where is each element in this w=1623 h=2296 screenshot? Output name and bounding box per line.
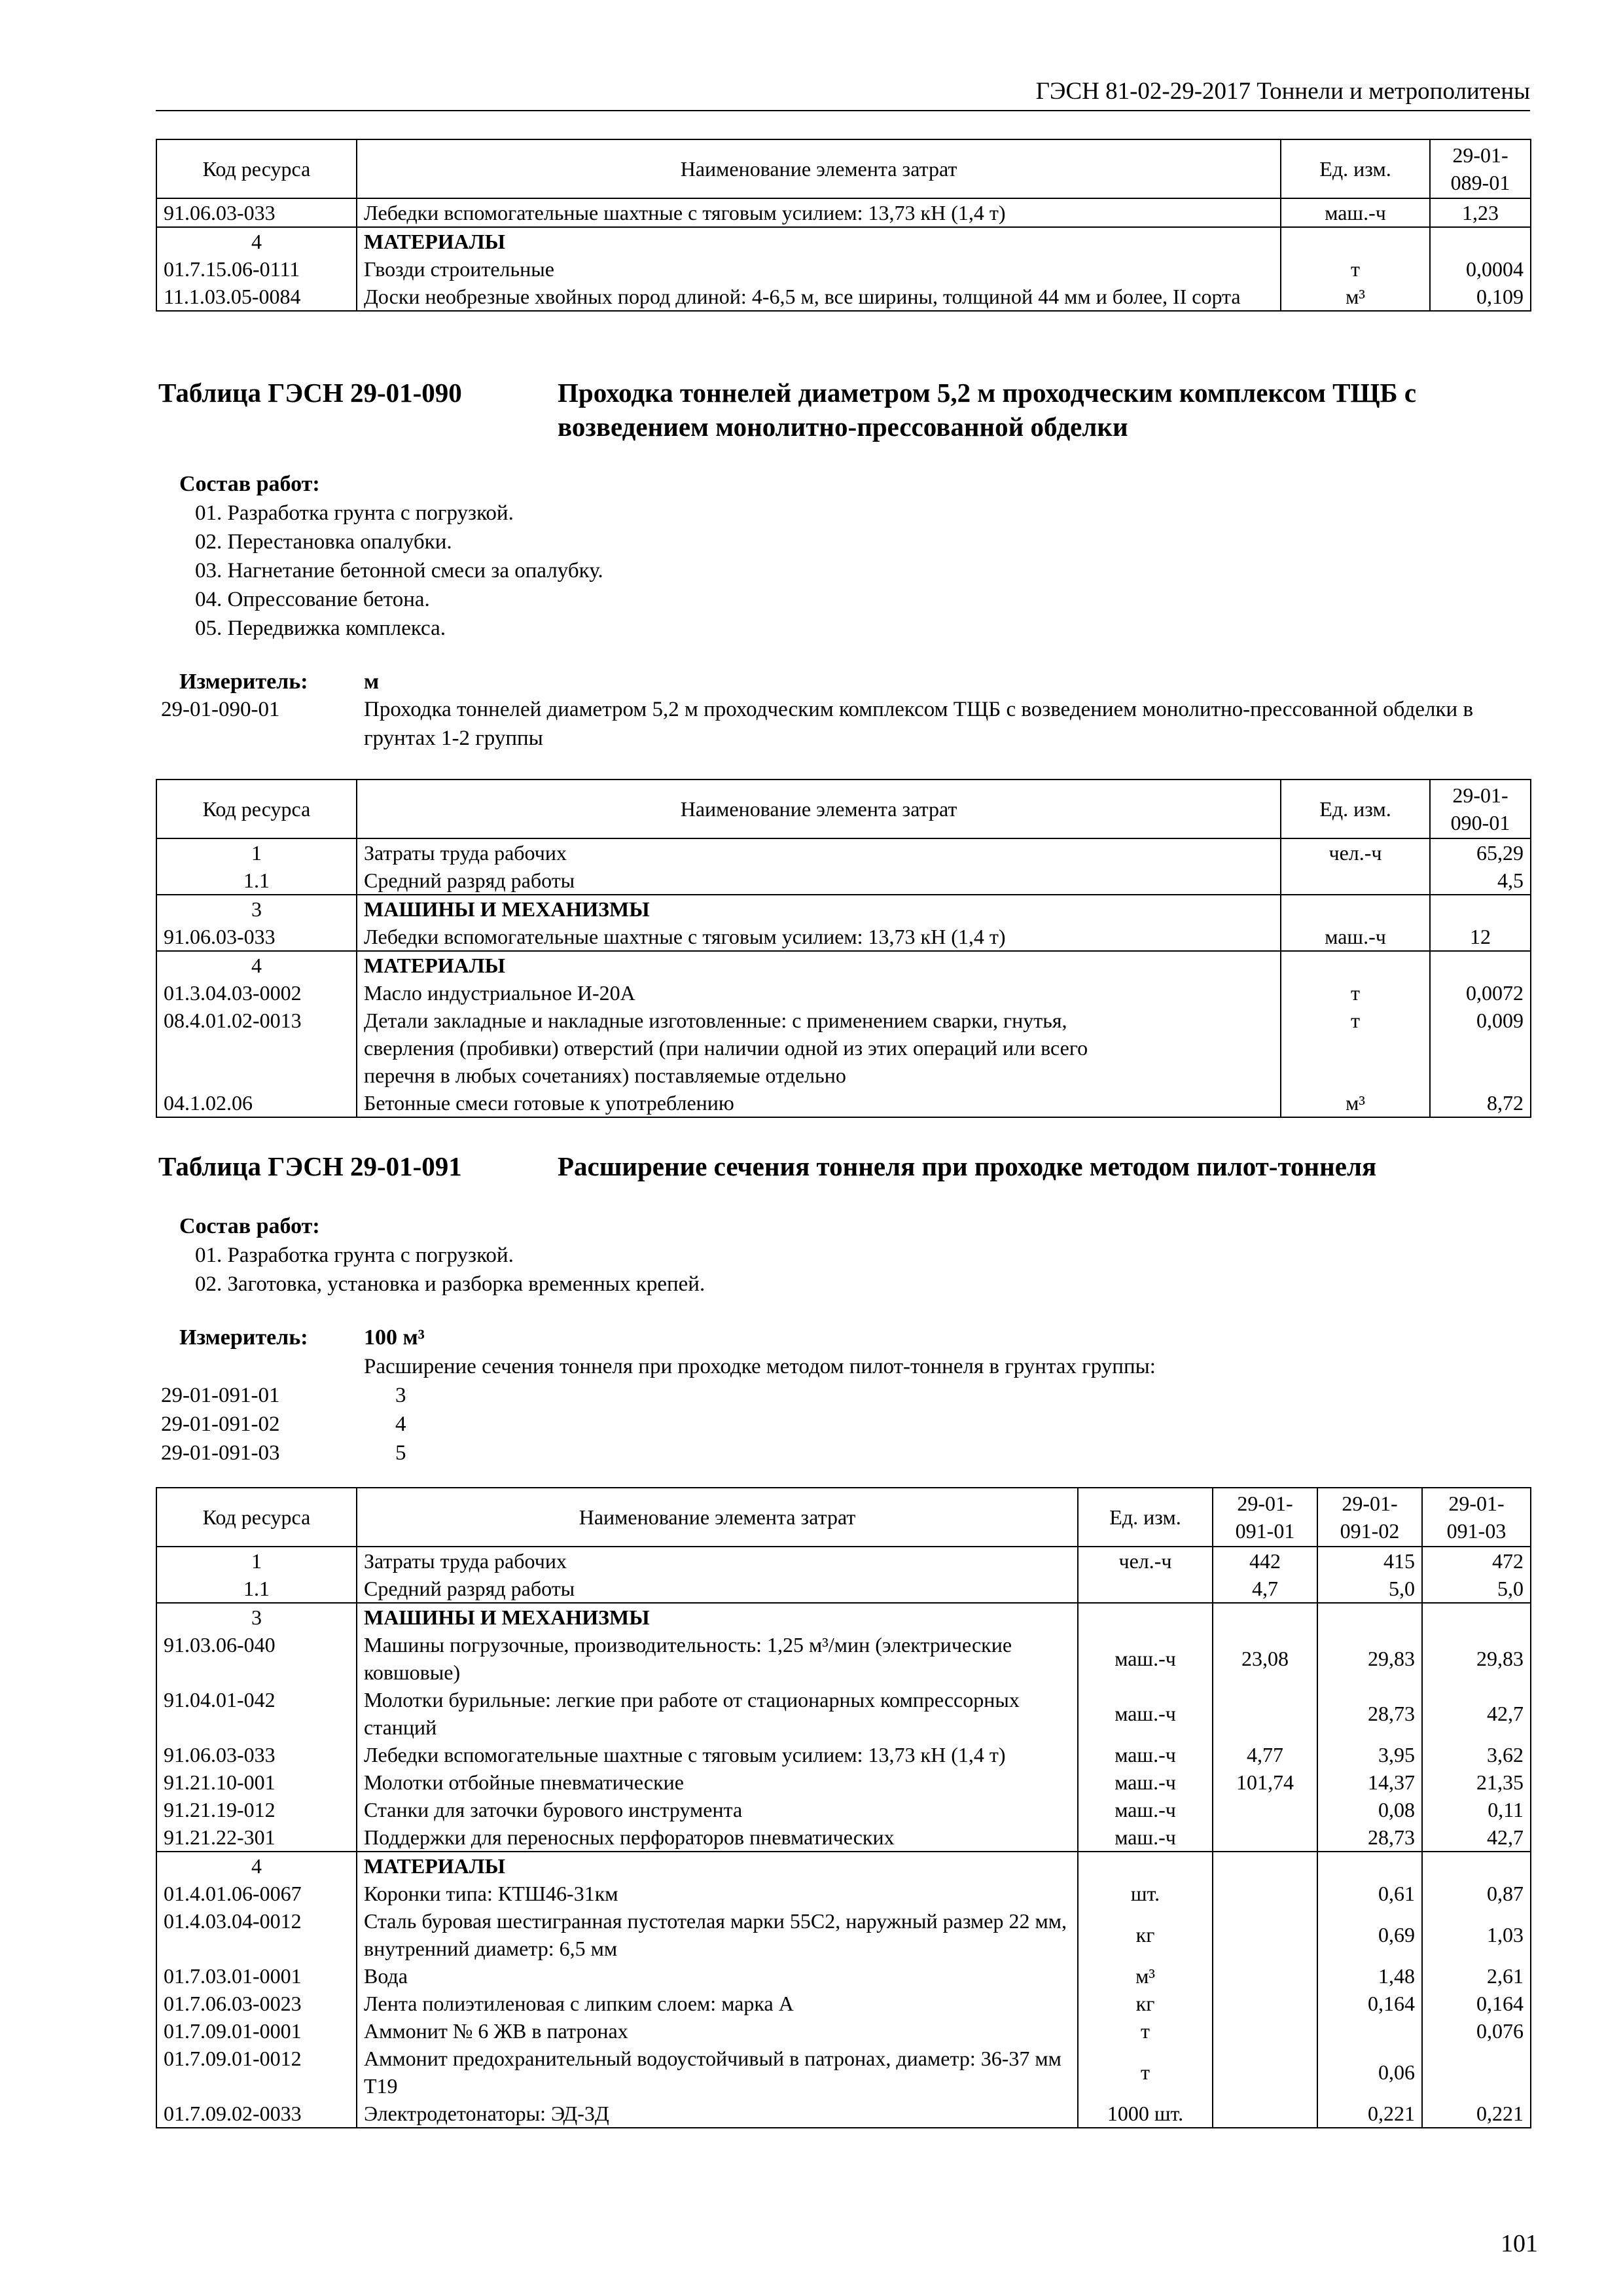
- norm-code: 29-01-091-02: [161, 1412, 280, 1436]
- resource-code: 1: [156, 838, 357, 867]
- resource-code: 91.04.01-042: [156, 1686, 357, 1741]
- resource-unit: [1281, 867, 1430, 895]
- resource-value: 4,77: [1213, 1741, 1317, 1768]
- norm-code: 29-01-090-01: [161, 698, 280, 721]
- resource-value: 0,11: [1422, 1796, 1531, 1823]
- resource-value: 0,87: [1422, 1880, 1531, 1907]
- resource-value: 65,29: [1430, 838, 1531, 867]
- table-title-090: Проходка тоннелей диаметром 5,2 м проходческим комплексом ТЩБ с возведением монолитно-прессованной обделки: [558, 378, 1417, 442]
- resource-table-091: [156, 1487, 1531, 2128]
- table-header-row: [156, 780, 1531, 838]
- resource-name: Детали закладные и накладные изготовленные: с применением сварки, гнутья, сверления (пробивки) отверстий (при наличии одной из этих операций или всего перечня в любых сочетаниях) поставляемые отдельно: [357, 1007, 1281, 1089]
- resource-name: Электродетонаторы: ЭД-3Д: [357, 2100, 1078, 2128]
- resource-code: 01.4.01.06-0067: [156, 1880, 357, 1907]
- resource-value: [1317, 2017, 1422, 2045]
- table-row: [156, 1007, 1531, 1089]
- resource-unit: т: [1281, 979, 1430, 1007]
- resource-unit: 1000 шт.: [1078, 2100, 1213, 2128]
- resource-value: 0,221: [1317, 2100, 1422, 2128]
- resource-value: 29,83: [1317, 1631, 1422, 1686]
- meter-unit-091: 100 м³: [364, 1325, 425, 1350]
- resource-value: 3,95: [1317, 1741, 1422, 1768]
- resource-value: 0,164: [1422, 1990, 1531, 2017]
- col-code-header: Код ресурса: [156, 780, 357, 838]
- meter-label-091: Измеритель:: [179, 1325, 308, 1350]
- col-unit-header: Ед. изм.: [1281, 139, 1430, 198]
- resource-value: 2,61: [1422, 1962, 1531, 1990]
- resource-value: 42,7: [1422, 1686, 1531, 1741]
- resource-code: 11.1.03.05-0084: [156, 283, 357, 311]
- page-header-title: ГЭСН 81-02-29-2017 Тоннели и метрополитены: [1035, 78, 1530, 105]
- col-norm-header: 29-01- 090-01: [1430, 780, 1531, 838]
- table-row: [156, 895, 1531, 923]
- resource-name: Масло индустриальное И-20А: [357, 979, 1281, 1007]
- resource-code: 91.21.19-012: [156, 1796, 357, 1823]
- resource-name: Затраты труда рабочих: [357, 1547, 1078, 1575]
- resource-value: 0,009: [1430, 1007, 1531, 1089]
- norm-group: 3: [395, 1384, 406, 1407]
- table-row: [156, 1907, 1531, 1962]
- section-heading: МАТЕРИАЛЫ: [357, 951, 1281, 979]
- work-item: 05. Передвижка комплекса.: [195, 617, 446, 640]
- resource-code: 1: [156, 1547, 357, 1575]
- resource-code: 04.1.02.06: [156, 1089, 357, 1117]
- resource-value: [1422, 2045, 1531, 2100]
- resource-value: [1213, 1852, 1317, 1880]
- resource-name: Молотки отбойные пневматические: [357, 1768, 1078, 1796]
- table-title-label-091: Таблица ГЭСН 29-01-091: [158, 1151, 462, 1181]
- table-title-091: Расширение сечения тоннеля при проходке методом пилот-тоннеля: [558, 1151, 1377, 1181]
- table-row: [156, 1823, 1531, 1852]
- resource-unit: кг: [1078, 1990, 1213, 2017]
- resource-table-091-body: [156, 1547, 1531, 2128]
- resource-value: 0,08: [1317, 1796, 1422, 1823]
- table-row: [156, 1768, 1531, 1796]
- resource-code: 01.7.09.02-0033: [156, 2100, 357, 2128]
- resource-value: 0,06: [1317, 2045, 1422, 2100]
- resource-value: 101,74: [1213, 1768, 1317, 1796]
- resource-code: 91.21.22-301: [156, 1823, 357, 1852]
- work-item: 01. Разработка грунта с погрузкой.: [195, 1244, 514, 1267]
- norm-group: 5: [395, 1441, 406, 1465]
- table-row: [156, 979, 1531, 1007]
- col-norm-header: 29-01- 089-01: [1430, 139, 1531, 198]
- resource-code: 91.06.03-033: [156, 198, 357, 227]
- resource-name: Лебедки вспомогательные шахтные с тяговым усилием: 13,73 кН (1,4 т): [357, 923, 1281, 951]
- resource-value: 0,0072: [1430, 979, 1531, 1007]
- work-item: 02. Заготовка, установка и разборка временных крепей.: [195, 1272, 705, 1296]
- table-row: [156, 1990, 1531, 2017]
- resource-value: 0,076: [1422, 2017, 1531, 2045]
- table-row: [156, 227, 1531, 255]
- resource-value: [1213, 1823, 1317, 1852]
- section-heading: МАТЕРИАЛЫ: [357, 227, 1281, 255]
- resource-code: 4: [156, 227, 357, 255]
- resource-unit: маш.-ч: [1281, 198, 1430, 227]
- resource-name: Молотки бурильные: легкие при работе от стационарных компрессорных станций: [357, 1686, 1078, 1741]
- resource-unit: маш.-ч: [1078, 1823, 1213, 1852]
- resource-code: 3: [156, 895, 357, 923]
- resource-value: [1213, 2017, 1317, 2045]
- table-row: [156, 2100, 1531, 2128]
- resource-code: 91.21.10-001: [156, 1768, 357, 1796]
- resource-value: 0,61: [1317, 1880, 1422, 1907]
- resource-value: [1317, 1603, 1422, 1631]
- resource-value: [1213, 1796, 1317, 1823]
- resource-unit: [1078, 1575, 1213, 1603]
- resource-value: 4,7: [1213, 1575, 1317, 1603]
- resource-value: 21,35: [1422, 1768, 1531, 1796]
- resource-code: 01.4.03.04-0012: [156, 1907, 357, 1962]
- resource-code: 01.7.15.06-0111: [156, 255, 357, 283]
- resource-name: Средний разряд работы: [357, 867, 1281, 895]
- works-label-091: Состав работ:: [179, 1214, 320, 1238]
- col-unit-header: Ед. изм.: [1281, 780, 1430, 838]
- norm-group: 4: [395, 1412, 406, 1436]
- resource-name: Лебедки вспомогательные шахтные с тяговым усилием: 13,73 кН (1,4 т): [357, 198, 1281, 227]
- resource-unit: чел.-ч: [1078, 1547, 1213, 1575]
- resource-code: 01.7.06.03-0023: [156, 1990, 357, 2017]
- resource-value: 1,48: [1317, 1962, 1422, 1990]
- resource-table-089: [156, 139, 1531, 312]
- page-header: [156, 73, 1530, 111]
- resource-value: 0,0004: [1430, 255, 1531, 283]
- table-row: [156, 1962, 1531, 1990]
- resource-name: Аммонит предохранительный водоустойчивый в патронах, диаметр: 36-37 мм Т19: [357, 2045, 1078, 2100]
- resource-unit: маш.-ч: [1078, 1686, 1213, 1741]
- resource-name: Поддержки для переносных перфораторов пневматических: [357, 1823, 1078, 1852]
- table-row: [156, 867, 1531, 895]
- resource-value: 12: [1430, 923, 1531, 951]
- works-label-090: Состав работ:: [179, 472, 320, 496]
- resource-code: 01.7.09.01-0012: [156, 2045, 357, 2100]
- resource-code: 4: [156, 1852, 357, 1880]
- resource-code: 4: [156, 951, 357, 979]
- resource-unit: маш.-ч: [1078, 1768, 1213, 1796]
- col-name-header: Наименование элемента затрат: [357, 1488, 1078, 1547]
- table-row: [156, 1547, 1531, 1575]
- resource-value: [1213, 1962, 1317, 1990]
- table-row: [156, 1796, 1531, 1823]
- resource-value: [1213, 1907, 1317, 1962]
- table-row: [156, 1852, 1531, 1880]
- resource-unit: м³: [1281, 1089, 1430, 1117]
- resource-unit: м³: [1281, 283, 1430, 311]
- resource-code: 1.1: [156, 867, 357, 895]
- resource-unit: т: [1078, 2017, 1213, 2045]
- norm-code: 29-01-091-03: [161, 1441, 280, 1465]
- resource-value: [1422, 1603, 1531, 1631]
- resource-value: 28,73: [1317, 1823, 1422, 1852]
- work-item: 02. Перестановка опалубки.: [195, 530, 452, 554]
- resource-value: 0,221: [1422, 2100, 1531, 2128]
- resource-value: [1213, 1880, 1317, 1907]
- resource-name: Бетонные смеси готовые к употреблению: [357, 1089, 1281, 1117]
- table-row: [156, 283, 1531, 311]
- section-heading: МАТЕРИАЛЫ: [357, 1852, 1078, 1880]
- resource-unit: т: [1281, 1007, 1430, 1089]
- table-row: [156, 1631, 1531, 1686]
- table-header-row: [156, 1488, 1531, 1547]
- resource-name: Машины погрузочные, производительность: 1,25 м³/мин (электрические ковшовые): [357, 1631, 1078, 1686]
- norm-description: Проходка тоннелей диаметром 5,2 м проходческим комплексом ТЩБ с возведением монолитно-прессованной обделки в грунтах 1-2 группы: [364, 698, 1474, 750]
- resource-value: 472: [1422, 1547, 1531, 1575]
- resource-unit: м³: [1078, 1962, 1213, 1990]
- table-row: [156, 951, 1531, 979]
- norm-code: 29-01-091-01: [161, 1384, 280, 1407]
- resource-value: 23,08: [1213, 1631, 1317, 1686]
- resource-code: 91.06.03-033: [156, 1741, 357, 1768]
- resource-unit: маш.-ч: [1078, 1741, 1213, 1768]
- resource-unit: [1281, 227, 1430, 255]
- resource-value: 1,23: [1430, 198, 1531, 227]
- resource-value: 29,83: [1422, 1631, 1531, 1686]
- work-item: 01. Разработка грунта с погрузкой.: [195, 501, 514, 525]
- resource-unit: маш.-ч: [1281, 923, 1430, 951]
- resource-unit: маш.-ч: [1078, 1631, 1213, 1686]
- table-row: [156, 2045, 1531, 2100]
- resource-value: [1213, 2100, 1317, 2128]
- col-unit-header: Ед. изм.: [1078, 1488, 1213, 1547]
- col-norm-header: 29-01- 091-03: [1422, 1488, 1531, 1547]
- resource-unit: чел.-ч: [1281, 838, 1430, 867]
- resource-value: [1430, 951, 1531, 979]
- resource-name: Средний разряд работы: [357, 1575, 1078, 1603]
- resource-table-090: [156, 779, 1531, 1118]
- col-code-header: Код ресурса: [156, 139, 357, 198]
- resource-value: [1213, 1603, 1317, 1631]
- resource-value: 42,7: [1422, 1823, 1531, 1852]
- resource-value: 0,109: [1430, 283, 1531, 311]
- section-heading: МАШИНЫ И МЕХАНИЗМЫ: [357, 895, 1281, 923]
- resource-name: Лебедки вспомогательные шахтные с тяговым усилием: 13,73 кН (1,4 т): [357, 1741, 1078, 1768]
- resource-value: [1430, 227, 1531, 255]
- resource-value: 415: [1317, 1547, 1422, 1575]
- meter-label-090: Измеритель:: [179, 670, 308, 694]
- norm-description: Расширение сечения тоннеля при проходке методом пилот-тоннеля в грунтах группы:: [364, 1355, 1156, 1378]
- resource-value: [1317, 1852, 1422, 1880]
- resource-unit: кг: [1078, 1907, 1213, 1962]
- resource-value: [1422, 1852, 1531, 1880]
- resource-unit: т: [1281, 255, 1430, 283]
- table-title-label-090: Таблица ГЭСН 29-01-090: [158, 378, 462, 408]
- resource-unit: [1078, 1852, 1213, 1880]
- table-row: [156, 923, 1531, 951]
- table-row: [156, 838, 1531, 867]
- resource-value: 4,5: [1430, 867, 1531, 895]
- table-row: [156, 1880, 1531, 1907]
- table-row: [156, 1741, 1531, 1768]
- resource-unit: [1281, 895, 1430, 923]
- table-header-row: [156, 139, 1531, 198]
- table-row: [156, 255, 1531, 283]
- resource-value: 8,72: [1430, 1089, 1531, 1117]
- resource-unit: [1281, 951, 1430, 979]
- meter-unit-090: м: [364, 670, 380, 694]
- table-row: [156, 198, 1531, 227]
- table-row: [156, 1089, 1531, 1117]
- col-norm-header: 29-01- 091-01: [1213, 1488, 1317, 1547]
- resource-unit: т: [1078, 2045, 1213, 2100]
- table-row: [156, 1575, 1531, 1603]
- resource-value: 0,69: [1317, 1907, 1422, 1962]
- col-code-header: Код ресурса: [156, 1488, 357, 1547]
- resource-unit: [1078, 1603, 1213, 1631]
- resource-name: Затраты труда рабочих: [357, 838, 1281, 867]
- resource-value: 442: [1213, 1547, 1317, 1575]
- resource-name: Лента полиэтиленовая с липким слоем: марка А: [357, 1990, 1078, 2017]
- resource-value: 3,62: [1422, 1741, 1531, 1768]
- table-row: [156, 1686, 1531, 1741]
- resource-name: Сталь буровая шестигранная пустотелая марки 55С2, наружный размер 22 мм, внутренний диаметр: 6,5 мм: [357, 1907, 1078, 1962]
- resource-value: [1213, 2045, 1317, 2100]
- work-item: 03. Нагнетание бетонной смеси за опалубку.: [195, 559, 603, 583]
- resource-name: Доски необрезные хвойных пород длиной: 4-6,5 м, все ширины, толщиной 44 мм и более, II сорта: [357, 283, 1281, 311]
- col-name-header: Наименование элемента затрат: [357, 139, 1281, 198]
- page-number: 101: [1501, 2230, 1538, 2257]
- resource-code: 1.1: [156, 1575, 357, 1603]
- resource-value: 28,73: [1317, 1686, 1422, 1741]
- resource-name: Вода: [357, 1962, 1078, 1990]
- work-item: 04. Опрессование бетона.: [195, 588, 430, 611]
- resource-name: Аммонит № 6 ЖВ в патронах: [357, 2017, 1078, 2045]
- resource-code: 3: [156, 1603, 357, 1631]
- resource-value: 0,164: [1317, 1990, 1422, 2017]
- resource-unit: шт.: [1078, 1880, 1213, 1907]
- resource-value: 5,0: [1422, 1575, 1531, 1603]
- resource-code: 91.06.03-033: [156, 923, 357, 951]
- resource-value: 1,03: [1422, 1907, 1531, 1962]
- resource-name: Коронки типа: КТШ46-31км: [357, 1880, 1078, 1907]
- resource-value: 5,0: [1317, 1575, 1422, 1603]
- resource-value: [1213, 1686, 1317, 1741]
- col-norm-header: 29-01- 091-02: [1317, 1488, 1422, 1547]
- resource-code: 08.4.01.02-0013: [156, 1007, 357, 1089]
- col-name-header: Наименование элемента затрат: [357, 780, 1281, 838]
- resource-value: [1430, 895, 1531, 923]
- resource-code: 01.7.09.01-0001: [156, 2017, 357, 2045]
- resource-code: 01.7.03.01-0001: [156, 1962, 357, 1990]
- resource-value: [1213, 1990, 1317, 2017]
- resource-name: Гвозди строительные: [357, 255, 1281, 283]
- section-heading: МАШИНЫ И МЕХАНИЗМЫ: [357, 1603, 1078, 1631]
- resource-value: 14,37: [1317, 1768, 1422, 1796]
- resource-unit: маш.-ч: [1078, 1796, 1213, 1823]
- resource-name: Станки для заточки бурового инструмента: [357, 1796, 1078, 1823]
- table-row: [156, 2017, 1531, 2045]
- table-row: [156, 1603, 1531, 1631]
- resource-code: 91.03.06-040: [156, 1631, 357, 1686]
- resource-code: 01.3.04.03-0002: [156, 979, 357, 1007]
